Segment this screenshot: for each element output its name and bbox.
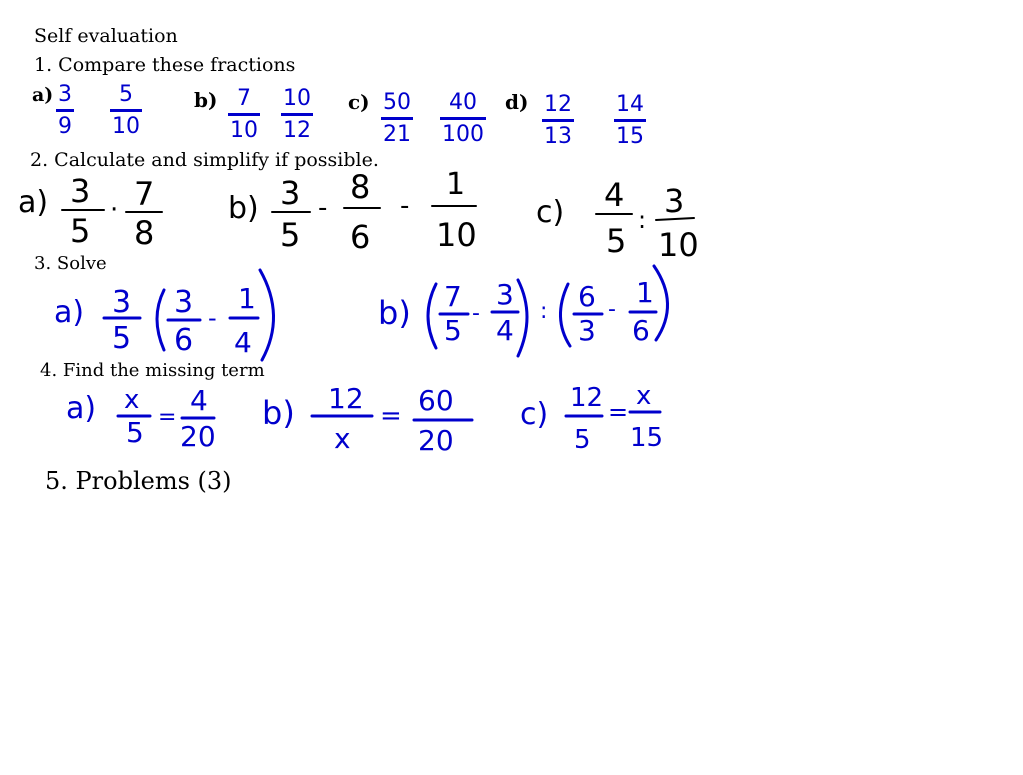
q3-heading: 3. Solve [34, 253, 107, 274]
q3-b-op2: - [608, 297, 616, 322]
q4-b-eq: = [380, 401, 402, 431]
q2-c-f1-num: 4 [604, 176, 625, 214]
q1-a-fraction-1: 3 9 [58, 82, 72, 139]
q2-b-f1-den: 5 [280, 216, 301, 254]
q2-c-label: c) [536, 195, 565, 230]
q4-c-f1-den: 5 [574, 425, 591, 455]
q2-heading: 2. Calculate and simplify if possible. [30, 149, 379, 171]
q1-a-label: a) [32, 84, 54, 106]
q4-c-f2-num: x [636, 381, 652, 411]
q2-b-group [228, 167, 477, 256]
q4-b-group [262, 382, 472, 457]
q2-b-f1-num: 3 [280, 174, 301, 212]
q3-b-f2-num: 3 [496, 278, 514, 311]
q4-b-label: b) [262, 394, 295, 432]
q2-c-f1-den: 5 [606, 222, 627, 260]
q2-b-op1: - [318, 193, 328, 223]
q4-b-f2-num: 60 [418, 384, 454, 417]
q1-b-fraction-1: 7 10 [230, 86, 258, 143]
q3-b-f2-den: 4 [496, 314, 514, 347]
q3-a-f3-den: 4 [234, 326, 252, 359]
q4-c-f1-num: 12 [570, 383, 604, 413]
q1-d-fraction-2: 14 15 [616, 92, 644, 149]
q3-b-right-paren-2 [654, 266, 668, 340]
q4-a-group [66, 384, 216, 453]
q4-b-f1-num: 12 [328, 382, 364, 415]
q4-a-f1-den: 5 [126, 416, 144, 449]
q3-b-label: b) [378, 294, 411, 332]
q3-b-left-paren-2 [560, 284, 570, 346]
q2-a-f1-den: 5 [70, 212, 91, 250]
q2-a-f1-num: 3 [70, 172, 91, 210]
q2-a-label: a) [18, 185, 49, 220]
q3-b-f4-den: 6 [632, 314, 650, 347]
q2-c-op: : [638, 206, 647, 234]
q2-c-f2-num: 3 [664, 182, 685, 220]
q3-b-f4-num: 1 [636, 276, 654, 309]
q4-a-eq: = [158, 405, 177, 430]
q3-b-f1-den: 5 [444, 314, 462, 347]
q2-b-op2: - [400, 191, 410, 221]
q3-b-op1: - [472, 301, 480, 326]
q3-b-f3-den: 3 [578, 314, 596, 347]
q4-a-f2-den: 20 [180, 420, 216, 453]
q3-a-label: a) [54, 295, 85, 330]
q1-a-fraction-2: 5 10 [112, 82, 140, 139]
q3-b-right-paren-1 [518, 280, 527, 356]
q3-a-f2-den: 6 [174, 323, 194, 358]
q1-c-fraction-1: 50 21 [383, 90, 411, 147]
q2-c-group [536, 176, 699, 264]
q2-b-f2-den: 6 [350, 218, 371, 256]
q3-b-f1-num: 7 [444, 280, 462, 313]
q3-a-f2-num: 3 [174, 285, 194, 320]
q3-a-f1-den: 5 [112, 321, 132, 356]
q3-b-left-paren-1 [428, 284, 436, 348]
q2-b-f3-den: 10 [436, 216, 477, 254]
q2-c-f2-den: 10 [658, 226, 699, 264]
q2-b-f3-num: 1 [446, 167, 466, 202]
q1-d-fraction-1: 12 13 [544, 92, 572, 149]
q2-b-f2-num: 8 [350, 168, 371, 206]
q2-b-label: b) [228, 191, 259, 226]
q4-b-f2-den: 20 [418, 424, 454, 457]
q4-b-f1-den: x [334, 422, 351, 455]
q1-c-fraction-2: 40 100 [442, 90, 484, 147]
q5-heading: 5. Problems (3) [45, 467, 232, 495]
q4-heading: 4. Find the missing term [40, 360, 265, 381]
q3-a-f1-num: 3 [112, 285, 132, 320]
q1-c-label: c) [348, 90, 370, 114]
q2-c-f2-bar [656, 218, 694, 220]
q1-b-fraction-2: 10 12 [283, 86, 311, 143]
page-title: Self evaluation [34, 25, 178, 47]
q3-a-op: - [208, 304, 217, 332]
q4-a-label: a) [66, 391, 97, 426]
q4-c-label: c) [520, 397, 549, 432]
q3-b-group [378, 266, 668, 356]
q3-b-f3-num: 6 [578, 280, 596, 313]
q3-a-f3-num: 1 [238, 282, 256, 315]
q3-b-op: : [540, 299, 548, 324]
q4-a-f1-num: x [124, 385, 140, 415]
q1-heading: 1. Compare these fractions [34, 54, 296, 76]
q4-c-eq: = [608, 398, 629, 426]
q3-a-group [54, 270, 274, 360]
q4-c-f2-den: 15 [630, 423, 664, 453]
q2-a-f2-num: 7 [134, 175, 155, 213]
q3-a-right-paren [260, 270, 274, 360]
q2-a-group [18, 172, 162, 252]
q2-a-f2-den: 8 [134, 214, 155, 252]
q4-a-f2-num: 4 [190, 384, 208, 417]
q2-a-op: · [110, 195, 119, 225]
q1-d-label: d) [505, 90, 529, 114]
q1-b-label: b) [194, 88, 218, 112]
q4-c-group [520, 381, 663, 455]
q3-a-left-paren [157, 290, 164, 350]
